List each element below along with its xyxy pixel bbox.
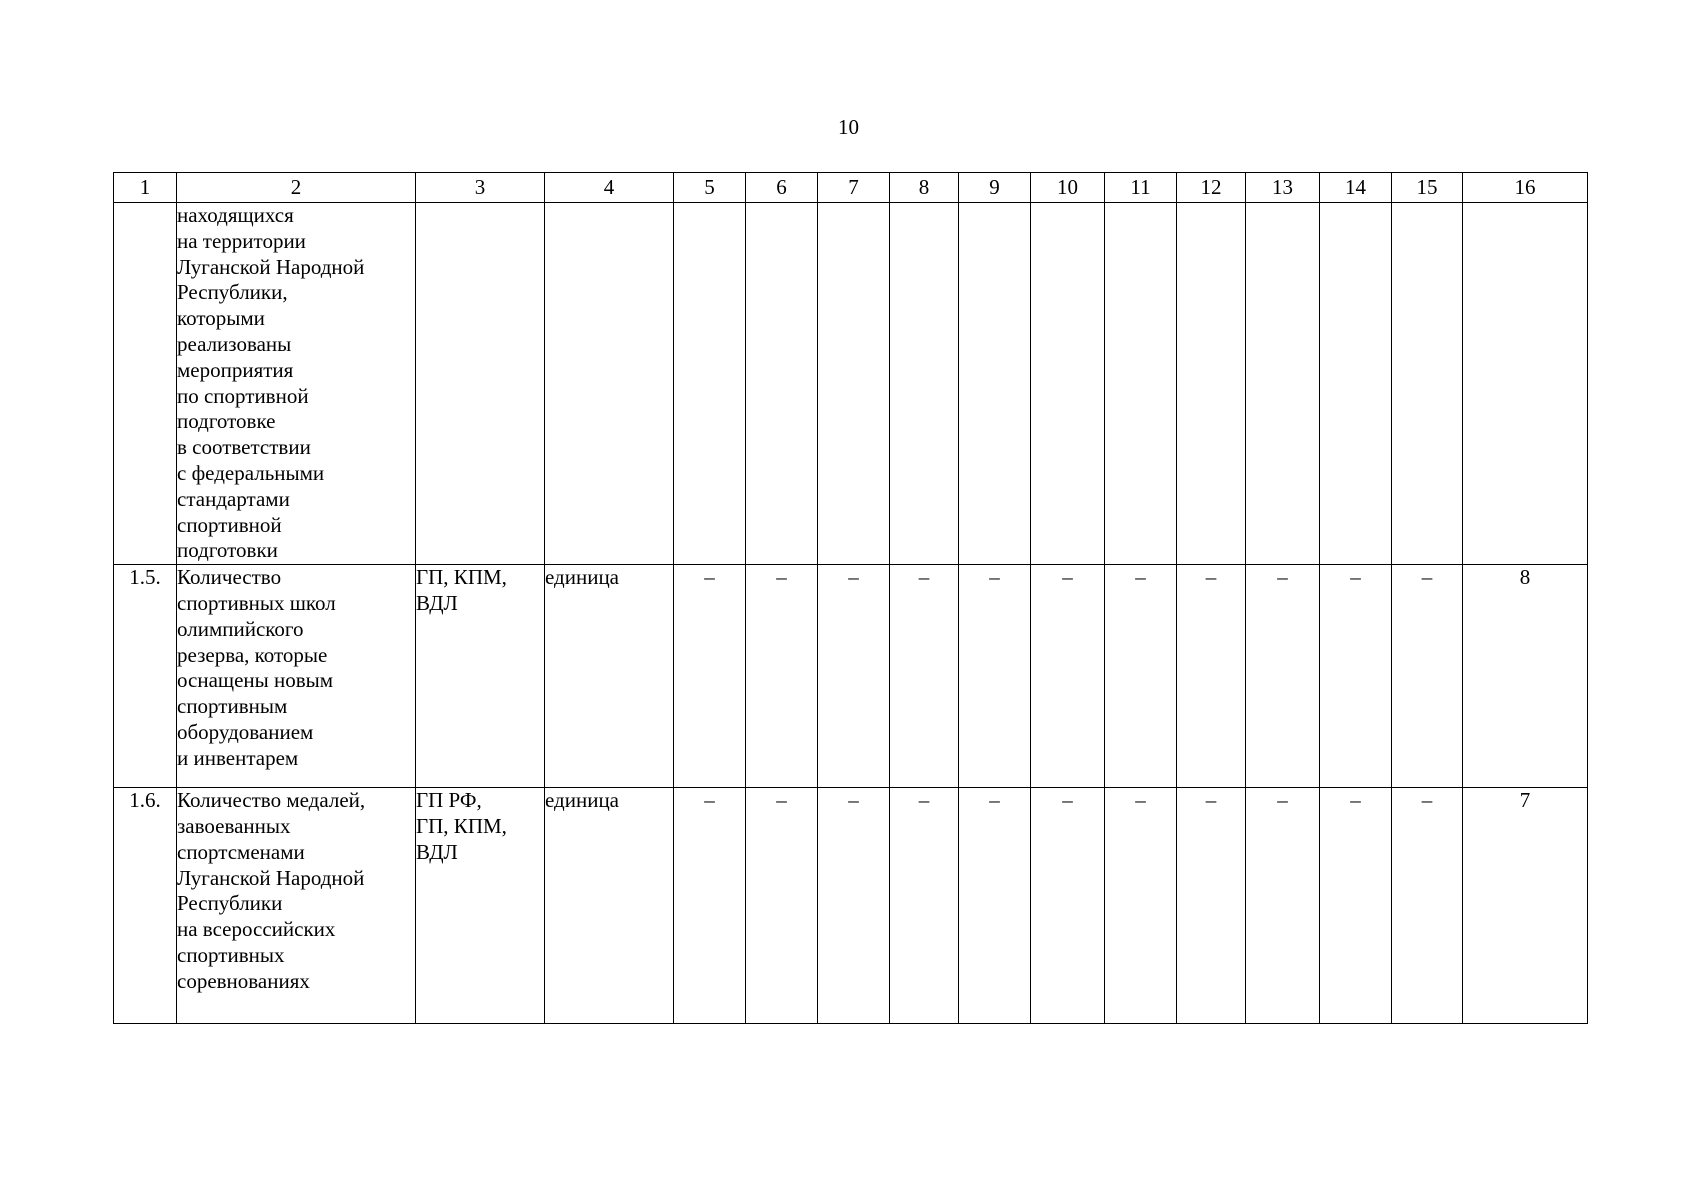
value-cell: 8 [1463, 565, 1588, 788]
column-number: 8 [890, 173, 959, 203]
value-cell [1320, 203, 1392, 565]
column-number: 16 [1463, 173, 1588, 203]
value-cell: – [1105, 565, 1177, 788]
indicator-name: находящихся на территории Луганской Народной Республики, которыми реализованы мероприятия по спортивной подготовке в соответствии с федеральными стандартами спортивной подготовки [177, 203, 416, 565]
column-number: 7 [818, 173, 890, 203]
value-cell: – [890, 565, 959, 788]
source-document [416, 203, 545, 565]
column-number: 9 [959, 173, 1031, 203]
value-cell: – [1392, 565, 1463, 788]
value-cell: – [1031, 788, 1105, 1024]
value-cell [1177, 203, 1246, 565]
indicator-name: Количество спортивных школ олимпийского резерва, которые оснащены новым спортивным оборудованием и инвентарем [177, 565, 416, 788]
row-number: 1.5. [114, 565, 177, 788]
column-number: 10 [1031, 173, 1105, 203]
unit-of-measure [545, 203, 674, 565]
value-cell: – [1246, 788, 1320, 1024]
column-number: 11 [1105, 173, 1177, 203]
value-cell: – [818, 788, 890, 1024]
value-cell [1463, 203, 1588, 565]
value-cell [1246, 203, 1320, 565]
value-cell: – [818, 565, 890, 788]
value-cell [890, 203, 959, 565]
page-number: 10 [838, 115, 859, 139]
column-number: 4 [545, 173, 674, 203]
value-cell: – [1320, 788, 1392, 1024]
indicator-table [113, 172, 1588, 1024]
value-cell: – [1177, 565, 1246, 788]
value-cell: – [1177, 788, 1246, 1024]
value-cell: – [1392, 788, 1463, 1024]
column-number: 15 [1392, 173, 1463, 203]
value-cell [1105, 203, 1177, 565]
source-document: ГП, КПМ, ВДЛ [416, 565, 545, 788]
value-cell: – [959, 788, 1031, 1024]
unit-of-measure: единица [545, 788, 674, 1024]
table-row [114, 565, 1588, 788]
value-cell: – [674, 788, 746, 1024]
unit-of-measure: единица [545, 565, 674, 788]
column-number-row [114, 173, 1588, 203]
table-row [114, 203, 1588, 565]
value-cell [959, 203, 1031, 565]
row-number [114, 203, 177, 565]
column-number: 12 [1177, 173, 1246, 203]
value-cell: – [674, 565, 746, 788]
column-number: 3 [416, 173, 545, 203]
value-cell: – [959, 565, 1031, 788]
value-cell: – [1320, 565, 1392, 788]
value-cell: – [746, 788, 818, 1024]
column-number: 1 [114, 173, 177, 203]
value-cell: – [746, 565, 818, 788]
value-cell [1392, 203, 1463, 565]
value-cell: – [1105, 788, 1177, 1024]
value-cell: – [1246, 565, 1320, 788]
indicator-name: Количество медалей, завоеванных спортсменами Луганской Народной Республики на всероссийских спортивных соревнованиях [177, 788, 416, 1024]
value-cell: – [890, 788, 959, 1024]
value-cell: 7 [1463, 788, 1588, 1024]
column-number: 6 [746, 173, 818, 203]
column-number: 13 [1246, 173, 1320, 203]
value-cell [1031, 203, 1105, 565]
value-cell [818, 203, 890, 565]
table-row [114, 788, 1588, 1024]
column-number: 5 [674, 173, 746, 203]
row-number: 1.6. [114, 788, 177, 1024]
column-number: 14 [1320, 173, 1392, 203]
value-cell: – [1031, 565, 1105, 788]
value-cell [746, 203, 818, 565]
column-number: 2 [177, 173, 416, 203]
value-cell [674, 203, 746, 565]
source-document: ГП РФ, ГП, КПМ, ВДЛ [416, 788, 545, 1024]
